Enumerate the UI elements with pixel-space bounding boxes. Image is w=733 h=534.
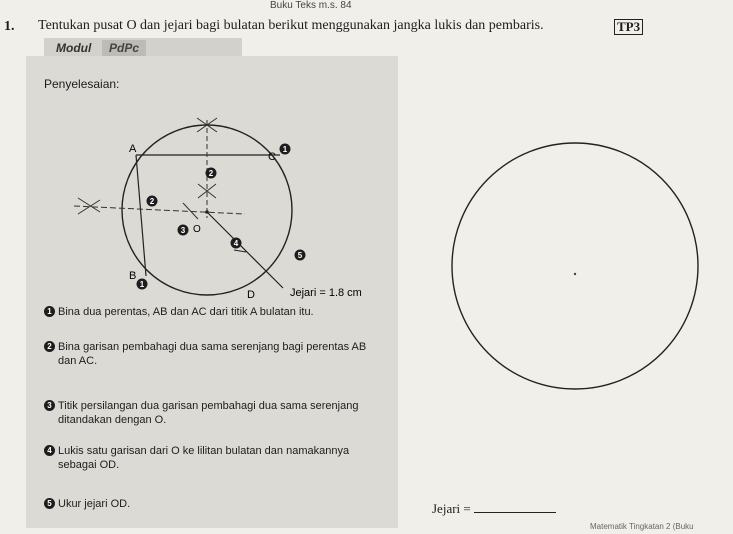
answer-blank[interactable] bbox=[474, 500, 556, 513]
step-marker: 5 bbox=[44, 498, 55, 509]
modul-label: Modul bbox=[56, 41, 92, 55]
diagram-marker-2-top bbox=[206, 168, 217, 179]
question-circle-dot bbox=[574, 273, 576, 275]
svg-text:2: 2 bbox=[149, 197, 155, 206]
step-marker: 1 bbox=[44, 306, 55, 317]
diagram-marker-1-b bbox=[137, 279, 148, 290]
step-text: Ukur jejari OD. bbox=[58, 498, 131, 510]
radius-tick bbox=[234, 250, 246, 252]
answer-label: Jejari = bbox=[432, 501, 471, 516]
svg-text:2: 2 bbox=[208, 169, 214, 178]
answer-row bbox=[432, 500, 556, 517]
question-text: Tentukan pusat O dan jejari bagi bulatan berikut menggunakan jangka lukis dan pembaris. bbox=[38, 18, 544, 33]
step-item-4 bbox=[44, 444, 379, 472]
step-text: Bina dua perentas, AB dan AC dari titik A bulatan itu. bbox=[58, 306, 314, 318]
svg-text:3: 3 bbox=[180, 226, 186, 235]
step-marker: 3 bbox=[44, 400, 55, 411]
label-c: C bbox=[268, 151, 276, 163]
diagram-marker-1-c bbox=[280, 144, 291, 155]
step-item-1 bbox=[44, 305, 379, 319]
step-text: Bina garisan pembahagi dua sama serenjang bagi perentas AB dan AC. bbox=[58, 341, 367, 367]
tp-tag: TP3 bbox=[614, 19, 643, 35]
svg-text:1: 1 bbox=[139, 280, 145, 289]
diagram-marker-3 bbox=[178, 225, 189, 236]
bisector-ab bbox=[74, 206, 245, 214]
svg-text:1: 1 bbox=[282, 145, 288, 154]
step-item-5 bbox=[44, 497, 379, 511]
pdpc-label: PdPc bbox=[108, 41, 139, 55]
diagram-marker-4 bbox=[231, 238, 242, 249]
question-circle bbox=[452, 143, 698, 389]
label-b: B bbox=[129, 270, 137, 282]
radius-label: Jejari = 1.8 cm bbox=[290, 287, 362, 299]
diagram-marker-2-left bbox=[147, 196, 158, 207]
label-o: O bbox=[193, 224, 201, 235]
question-number: 1. bbox=[4, 19, 15, 34]
radius-od bbox=[207, 212, 283, 288]
step-item-2 bbox=[44, 340, 379, 368]
diagram-marker-5 bbox=[295, 250, 306, 261]
label-a: A bbox=[129, 143, 137, 155]
step-text: Lukis satu garisan dari O ke lilitan bulatan dan namakannya sebagai OD. bbox=[58, 445, 350, 471]
step-text: Titik persilangan dua garisan pembahagi dua sama serenjang ditandakan dengan O. bbox=[58, 400, 359, 426]
page-footer: Matematik Tingkatan 2 (Buku bbox=[590, 522, 694, 531]
center-dot bbox=[205, 210, 209, 214]
arc-mark-left bbox=[78, 198, 100, 214]
label-d: D bbox=[247, 289, 255, 301]
svg-text:5: 5 bbox=[297, 251, 303, 260]
step-marker: 2 bbox=[44, 341, 55, 352]
textbook-reference: Buku Teks m.s. 84 bbox=[270, 0, 352, 11]
step-marker: 4 bbox=[44, 445, 55, 456]
step-item-3 bbox=[44, 399, 379, 427]
svg-text:4: 4 bbox=[233, 239, 239, 248]
solution-title: Penyelesaian: bbox=[44, 77, 120, 91]
